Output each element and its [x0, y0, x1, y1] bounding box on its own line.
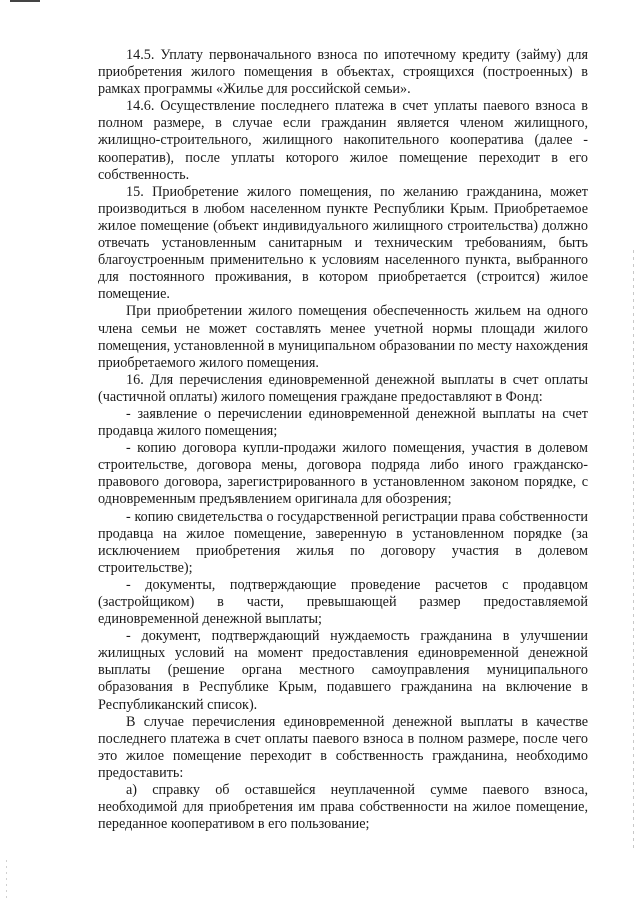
document-body	[98, 47, 588, 833]
list-item-contract-copy: - копию договора купли-продажи жилого помещения, участия в долевом строительстве, договора мены, договора подряда либо иного гражданско-правового договора, зарегистрированного в установленном законом порядке, с одновременным предъявлением оригинала для обозрения;	[98, 440, 588, 508]
paragraph-14-6: 14.6. Осуществление последнего платежа в счет уплаты паевого взноса в полном размере, в случае если гражданин является членом жилищного, жилищно-строительного, жилищного накопительного кооператива (далее - кооператив), после уплаты которого жилое помещение переходит в его собственность.	[98, 98, 588, 183]
paragraph-cooperative-case: В случае перечисления единовременной денежной выплаты в качестве последнего платежа в счет оплаты паевого взноса в полном размере, после чего это жилое помещение переходит в собственность гражданина, необходимо предоставить:	[98, 713, 588, 781]
list-item-a-certificate: а) справку об оставшейся неуплаченной сумме паевого взноса, необходимой для приобретения им права собственности на жилое помещение, переданное кооперативом в его пользование;	[98, 782, 588, 833]
paragraph-14-5: 14.5. Уплату первоначального взноса по ипотечному кредиту (займу) для приобретения жилого помещения в объектах, строящихся (построенных) в рамках программы «Жилье для российской семьи».	[98, 47, 588, 98]
list-item-application: - заявление о перечислении единовременной денежной выплаты на счет продавца жилого помещения;	[98, 405, 588, 440]
list-item-settlement-docs: - документы, подтверждающие проведение расчетов с продавцом (застройщиком) в части, превышающей размер предоставляемой единовременной денежной выплаты;	[98, 576, 588, 628]
paragraph-16: 16. Для перечисления единовременной денежной выплаты в счет оплаты (частичной оплаты) жилого помещения граждане предоставляют в Фонд:	[98, 371, 588, 405]
scan-edge-right	[633, 250, 634, 850]
paragraph-15: 15. Приобретение жилого помещения, по желанию гражданина, может производиться в любом населенном пункте Республики Крым. Приобретаемое жилое помещение (объект индивидуального жилищного строительства) должно отвечать установленным санитарным и техническим требованиям, быть благоустроенным применительно к условиям населенного пункта, выбранного для постоянного проживания, в котором приобретается (строится) жилое помещение.	[98, 183, 588, 303]
list-item-certificate-copy: - копию свидетельства о государственной регистрации права собственности продавца на жилое помещение, заверенную в установленном порядке (за исключением приобретения жилья по договору участия в долевом строительстве);	[98, 508, 588, 576]
scan-artifact-top	[10, 0, 40, 2]
list-item-need-document: - документ, подтверждающий нуждаемость гражданина в улучшении жилищных условий на момент предоставления единовременной денежной выплаты (решение органа местного самоуправления муниципального образования в Республике Крым, подавшего гражданина на включение в Республиканский список).	[98, 628, 588, 713]
paragraph-15-housing-norm: При приобретении жилого помещения обеспеченность жильем на одного члена семьи не может составлять менее учетной нормы площади жилого помещения, установленной в муниципальном образовании по месту нахождения приобретаемого жилого помещения.	[98, 303, 588, 371]
scan-edge-left	[6, 860, 7, 900]
